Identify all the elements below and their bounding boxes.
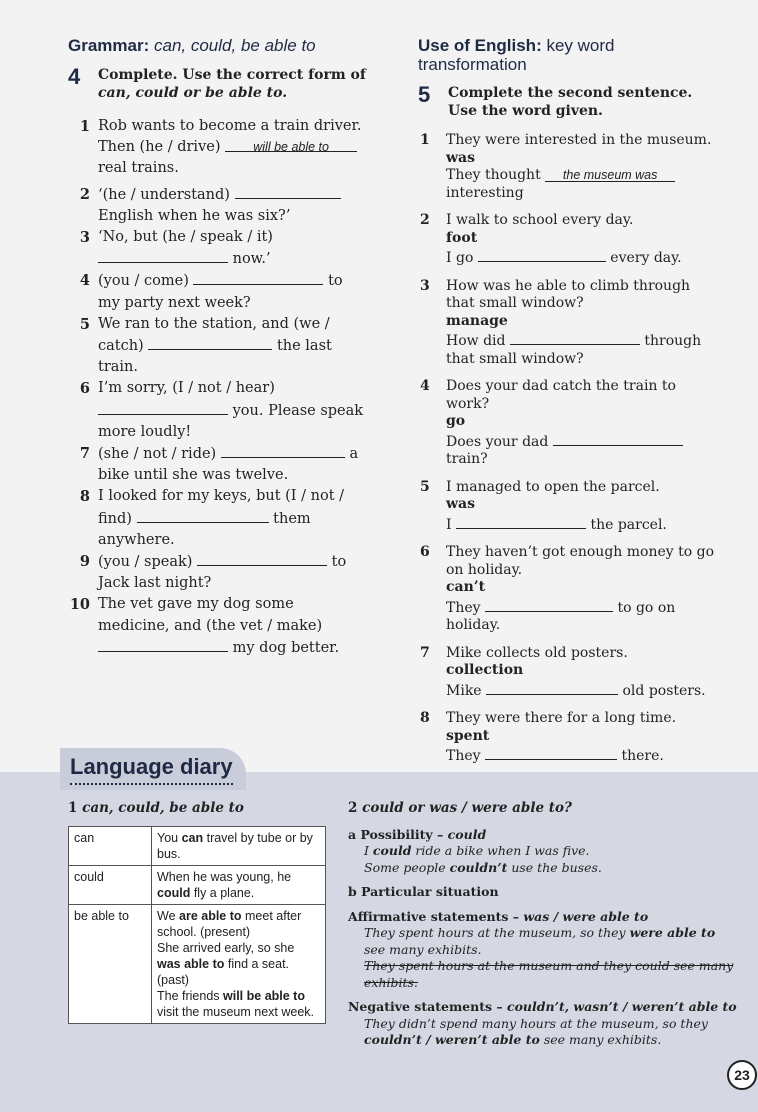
- item-number: 5: [420, 478, 430, 495]
- item-sentence: I walk to school every day.: [446, 212, 634, 228]
- key-word: was: [446, 496, 476, 512]
- diary-right-heading: [348, 800, 738, 817]
- item-sentence: Does your dad catch the train to work?: [446, 378, 676, 412]
- exercise-item: [68, 116, 368, 180]
- exercise-item: [68, 443, 368, 486]
- table-row: [69, 905, 326, 1024]
- answer-blank[interactable]: [98, 248, 228, 263]
- exercise-item: [68, 551, 368, 594]
- exercise-item: [418, 378, 718, 469]
- example-text: travel by tube or by bus.: [157, 831, 313, 861]
- example-text: Some people: [364, 859, 450, 875]
- key-word: manage: [446, 312, 508, 329]
- item-number: 3: [420, 277, 430, 294]
- table-row: [69, 827, 326, 866]
- answer-blank[interactable]: [98, 637, 228, 652]
- example-highlight: could: [372, 843, 412, 858]
- answer-blank[interactable]: [98, 400, 228, 415]
- item-number: 5: [79, 315, 90, 333]
- example-text: use the buses.: [507, 859, 602, 875]
- item-prompt: ‘(he / understand): [98, 186, 230, 203]
- use-of-english-heading-topic: key word transformation: [418, 36, 615, 74]
- item-sentence: They haven’t got enough money to go on holiday.: [446, 544, 715, 578]
- example-text: meet after school. (present): [157, 909, 302, 939]
- example-text: You: [157, 831, 182, 845]
- key-word: collection: [446, 662, 524, 678]
- item-number: 2: [420, 212, 430, 228]
- key-word: foot: [446, 229, 478, 246]
- table-key: can: [69, 827, 152, 866]
- example-highlight: was able to: [157, 957, 225, 971]
- exercise-item: [68, 227, 368, 270]
- exercise-item: [418, 710, 718, 766]
- example-text: She arrived early, so she: [157, 941, 295, 955]
- answer-blank[interactable]: [485, 745, 617, 760]
- example-line: [348, 1032, 738, 1049]
- possibility-heading: [348, 827, 738, 844]
- item-prompt: Does your dad: [446, 433, 549, 450]
- item-continuation: a bike until she was twelve.: [98, 446, 359, 484]
- example-text: They spent hours at the museum, so they: [364, 925, 630, 940]
- possibility-word: could: [447, 826, 487, 842]
- answer-blank[interactable]: [478, 247, 606, 262]
- exercise-item: [68, 270, 368, 313]
- answer-blank[interactable]: [193, 270, 323, 285]
- example-highlight: were able to: [629, 925, 716, 940]
- item-prompt: The vet gave my dog some medicine, and (the vet / make): [98, 596, 323, 634]
- exercise-item: [68, 314, 368, 379]
- diary-left-title: can, could, be able to: [82, 800, 244, 816]
- use-of-english-section: [418, 36, 718, 776]
- example-text: visit the museum next week.: [157, 1005, 315, 1019]
- item-continuation: English when he was six?’: [98, 207, 291, 224]
- item-continuation: the parcel.: [590, 516, 667, 533]
- negative-label: Negative statements –: [348, 999, 507, 1014]
- answer-blank[interactable]: the museum was: [545, 167, 675, 182]
- item-number: 2: [79, 185, 90, 203]
- affirmative-words: was / were able to: [523, 908, 649, 924]
- table-key: be able to: [69, 905, 152, 1024]
- item-continuation: the last train.: [98, 338, 332, 376]
- example-highlight: couldn’t: [449, 859, 508, 875]
- item-continuation: there.: [621, 748, 664, 764]
- incorrect-example: They spent hours at the museum and they could see many exhibits.: [364, 958, 734, 990]
- item-continuation: to my party next week?: [98, 273, 343, 311]
- page-number: 23: [727, 1060, 757, 1090]
- item-number: 7: [79, 445, 90, 463]
- item-number: 4: [79, 272, 90, 290]
- instruction-line-2: Use the word given.: [448, 103, 603, 119]
- example-highlight: will be able to: [223, 989, 305, 1003]
- diary-right-title: could or was / were able to?: [362, 800, 572, 816]
- item-number: 1: [420, 132, 430, 148]
- answer-blank[interactable]: [553, 431, 683, 446]
- grammar-heading: [68, 36, 368, 56]
- example-line: [348, 925, 738, 958]
- diary-left-number: 1: [68, 800, 78, 816]
- instruction-line-1: Complete the second sentence.: [448, 85, 693, 101]
- example-text: When he was young, he: [157, 870, 292, 884]
- table-key: could: [69, 866, 152, 905]
- item-prompt: (she / not / ride): [98, 446, 217, 463]
- answer-blank[interactable]: [197, 551, 327, 566]
- table-value: [152, 827, 326, 866]
- answer-blank[interactable]: will be able to: [225, 137, 357, 152]
- item-continuation: interesting: [446, 184, 524, 201]
- item-number: 3: [79, 229, 90, 247]
- diary-grammar-box: [68, 800, 333, 1024]
- affirmative-label: Affirmative statements –: [348, 908, 524, 924]
- exercise-item: [418, 479, 718, 535]
- example-text: We: [157, 909, 179, 923]
- answer-blank[interactable]: [137, 508, 269, 523]
- item-prompt: ‘No, but (he / speak / it): [98, 229, 273, 246]
- example-line: [348, 843, 738, 860]
- item-continuation: every day.: [610, 250, 682, 266]
- particular-situation-heading: b Particular situation: [348, 884, 499, 899]
- table-value: [152, 905, 326, 1024]
- item-continuation: to Jack last night?: [98, 554, 347, 592]
- language-diary-title: Language diary: [70, 754, 233, 785]
- example-text: ride a bike when I was five.: [411, 843, 590, 858]
- example-text: see many exhibits.: [539, 1032, 662, 1047]
- item-number: 8: [420, 710, 430, 726]
- answer-blank[interactable]: [486, 680, 618, 695]
- instruction-line-1: Complete. Use the correct form of: [98, 67, 366, 83]
- example-line: [348, 860, 738, 877]
- exercise-item: [68, 378, 368, 443]
- exercise-item: [418, 278, 718, 369]
- item-prompt: They: [446, 748, 481, 764]
- example-text: I: [364, 843, 373, 858]
- affirmative-heading: [348, 909, 738, 926]
- example-highlight: could: [157, 886, 191, 900]
- example-text: see many exhibits.: [364, 941, 482, 957]
- item-sentence: They were there for a long time.: [446, 710, 677, 726]
- item-number: 4: [420, 378, 430, 394]
- item-number: 1: [79, 118, 90, 135]
- negative-heading: [348, 999, 738, 1016]
- task-4-header: [68, 66, 368, 102]
- example-highlight: can: [181, 831, 204, 845]
- exercise-item: [68, 594, 368, 659]
- answer-blank[interactable]: [235, 184, 341, 199]
- exercise-item: [418, 645, 718, 701]
- answer-blank[interactable]: [456, 514, 586, 529]
- item-prompt: They thought: [446, 167, 541, 183]
- item-prompt: I looked for my keys, but (I / not / find): [98, 488, 345, 527]
- diary-left-heading: [68, 800, 333, 816]
- item-number: 9: [79, 553, 90, 571]
- key-word: go: [446, 413, 466, 429]
- task-number: 5: [418, 82, 431, 107]
- item-prompt: I go: [446, 250, 474, 266]
- grammar-heading-topic: can, could, be able to: [154, 36, 316, 55]
- item-continuation: now.’: [232, 251, 271, 268]
- example-highlight: are able to: [179, 909, 242, 923]
- item-prompt: I: [446, 516, 452, 533]
- possibility-label: a Possibility –: [348, 826, 448, 842]
- task-5-header: [418, 84, 718, 120]
- item-continuation: real trains.: [98, 160, 179, 177]
- exercise-item: [418, 212, 718, 268]
- exercise-item: [418, 544, 718, 635]
- item-number: 6: [79, 380, 90, 398]
- answer-blank[interactable]: [510, 330, 640, 345]
- transformation-exercise-list: [418, 132, 718, 766]
- answer-blank[interactable]: [485, 597, 613, 612]
- table-row: [69, 866, 326, 905]
- exercise-item: [68, 486, 368, 551]
- key-word: was: [446, 149, 476, 166]
- task-instruction: [98, 66, 366, 102]
- item-continuation: old posters.: [622, 682, 706, 699]
- item-prompt: They: [446, 599, 481, 616]
- grammar-heading-label: Grammar:: [68, 36, 150, 55]
- exercise-item: [418, 132, 718, 202]
- item-prompt: How did: [446, 333, 506, 349]
- item-continuation: you. Please speak more loudly!: [98, 402, 364, 440]
- grammar-table: [68, 826, 326, 1024]
- table-value: [152, 866, 326, 905]
- item-number: 10: [69, 596, 90, 614]
- item-continuation: them anywhere.: [98, 510, 311, 548]
- answer-blank[interactable]: [148, 335, 272, 350]
- example-text: fly a plane.: [190, 886, 255, 900]
- use-of-english-heading: [418, 36, 718, 74]
- item-sentence: How was he able to climb through that small window?: [446, 277, 691, 311]
- grammar-section: [68, 36, 368, 659]
- example-line: They didn’t spend many hours at the museum, so they: [364, 1015, 708, 1031]
- task-number: 4: [68, 64, 81, 89]
- diary-right-number: 2: [348, 800, 358, 816]
- item-continuation: train?: [446, 451, 488, 467]
- item-prompt: Rob wants to become a train driver. Then (he / drive): [98, 118, 362, 156]
- example-text: find a seat. (past): [157, 957, 290, 987]
- use-of-english-heading-label: Use of English:: [418, 36, 542, 55]
- item-prompt: Mike: [446, 682, 482, 699]
- item-number: 8: [79, 488, 90, 506]
- item-prompt: (you / come): [98, 273, 189, 290]
- item-continuation: through that small window?: [446, 333, 702, 367]
- item-sentence: I managed to open the parcel.: [446, 478, 660, 495]
- item-continuation: my dog better.: [232, 639, 340, 656]
- item-number: 7: [420, 644, 430, 661]
- example-highlight: couldn’t / weren’t able to: [364, 1032, 540, 1047]
- exercise-item: [68, 184, 368, 227]
- item-continuation: to go on holiday.: [446, 599, 676, 633]
- negative-words: couldn’t, wasn’t / weren’t able to: [506, 999, 737, 1014]
- item-number: 6: [420, 544, 430, 560]
- item-sentence: They were interested in the museum.: [446, 132, 712, 148]
- task-instruction: [448, 84, 692, 120]
- diary-notes: [348, 800, 738, 1049]
- answer-blank[interactable]: [221, 443, 345, 458]
- item-prompt: (you / speak): [98, 554, 193, 571]
- key-word: spent: [446, 727, 490, 744]
- instruction-line-2: can, could or be able to.: [98, 85, 288, 101]
- item-prompt: I’m sorry, (I / not / hear): [98, 380, 275, 397]
- item-prompt: We ran to the station, and (we / catch): [98, 315, 330, 355]
- example-text: The friends: [157, 989, 224, 1003]
- item-sentence: Mike collects old posters.: [446, 644, 628, 661]
- key-word: can’t: [446, 579, 486, 595]
- grammar-exercise-list: [68, 116, 368, 659]
